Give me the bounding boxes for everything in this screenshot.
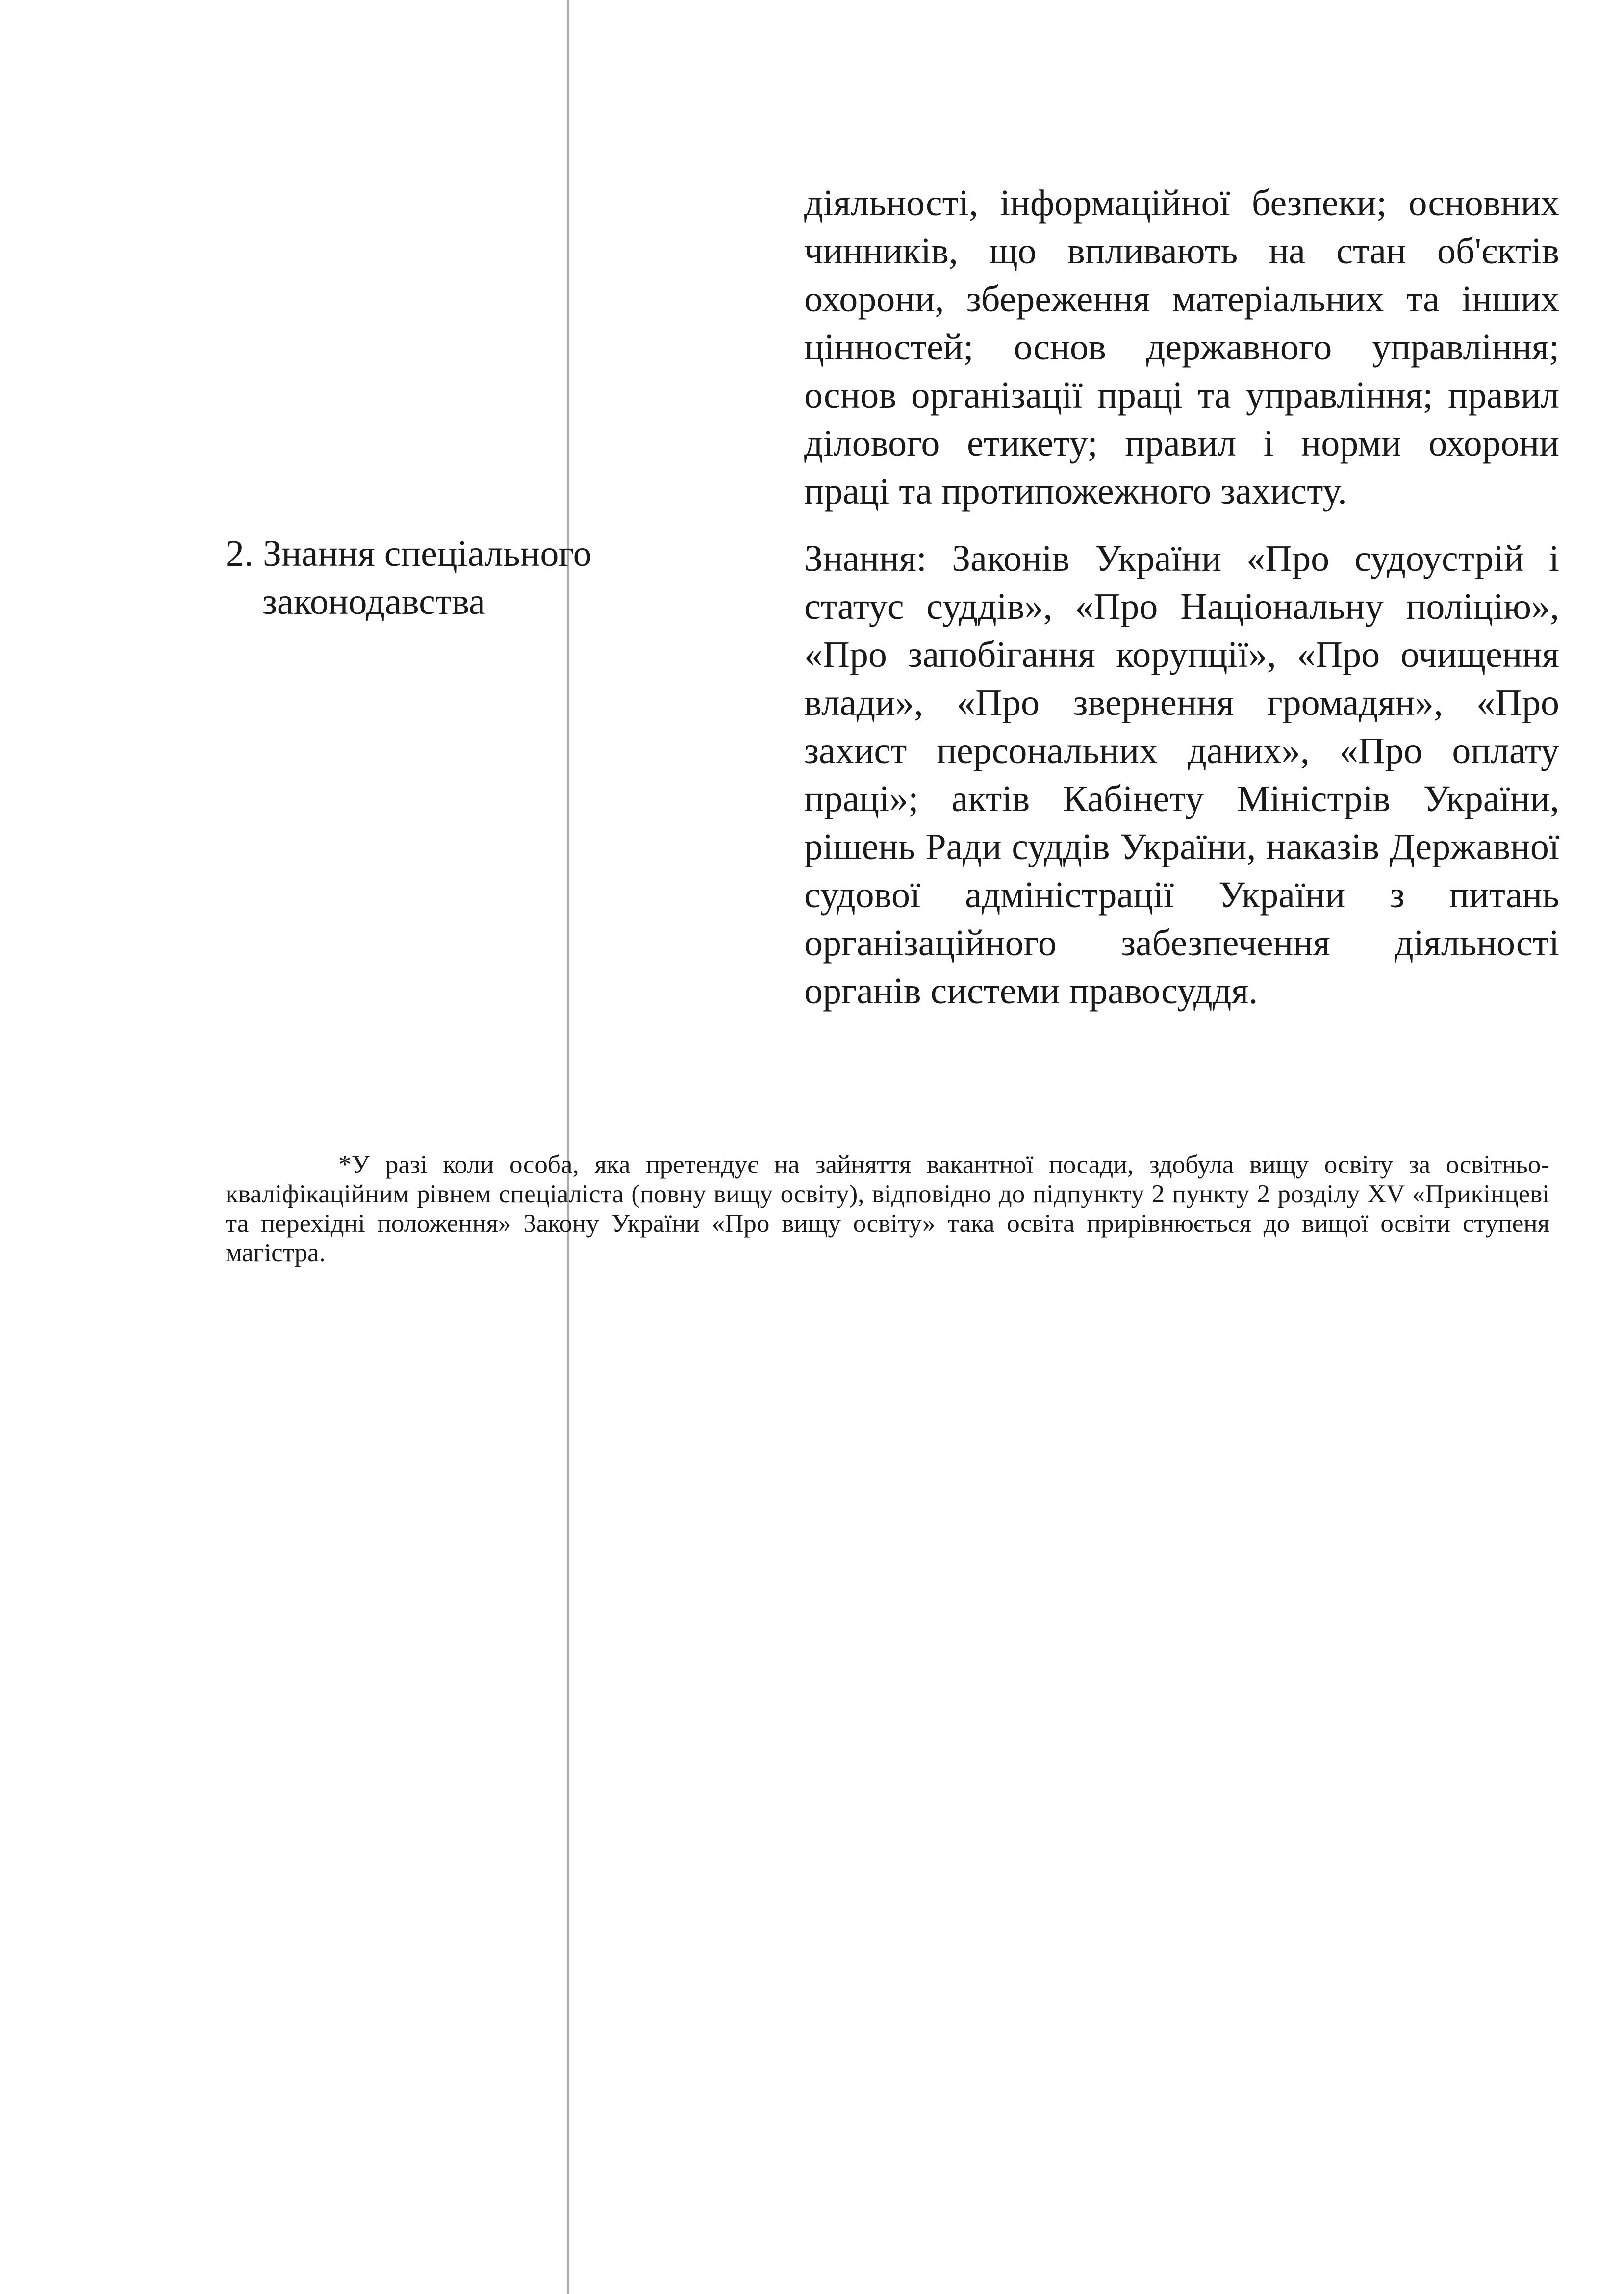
item-2-label-line-1: 2. Знання спеціального: [226, 533, 592, 574]
footnote: *У разі коли особа, яка претендує на зайняття вакантної посади, здобула вищу освіту за освітньо-кваліфікаційним рівнем спеціаліста (повну вищу освіту), відповідно до підпункту 2 пункту 2 розділу XV «Прикінцеві та перехідні положення» Закону України «Про вищу освіту» така освіта прирівнюється до вищої освіти ступеня магістра.: [226, 1150, 1549, 1267]
item-2-label-line-2: законодавства: [262, 581, 485, 622]
column-divider-line: [567, 0, 569, 2294]
item-2-label: [226, 530, 667, 626]
requirements-continuation-text: діяльності, інформаційної безпеки; основних чинників, що впливають на стан об'єктів охорони, збереження матеріальних та інших цінностей; основ державного управління; основ організації праці та управління; правил ділового етикету; правил і норми охорони праці та протипожежного захисту.: [804, 182, 1559, 512]
item-2-legislation-text: Знання: Законів України «Про судоустрій і статус суддів», «Про Національну поліцію», «Про запобігання корупції», «Про очищення влади», «Про звернення громадян», «Про захист персональних даних», «Про оплату праці»; актів Кабінету Міністрів України, рішень Ради суддів України, наказів Державної судової адміністрації України з питань організаційного забезпечення діяльності органів системи правосуддя.: [804, 538, 1559, 1012]
